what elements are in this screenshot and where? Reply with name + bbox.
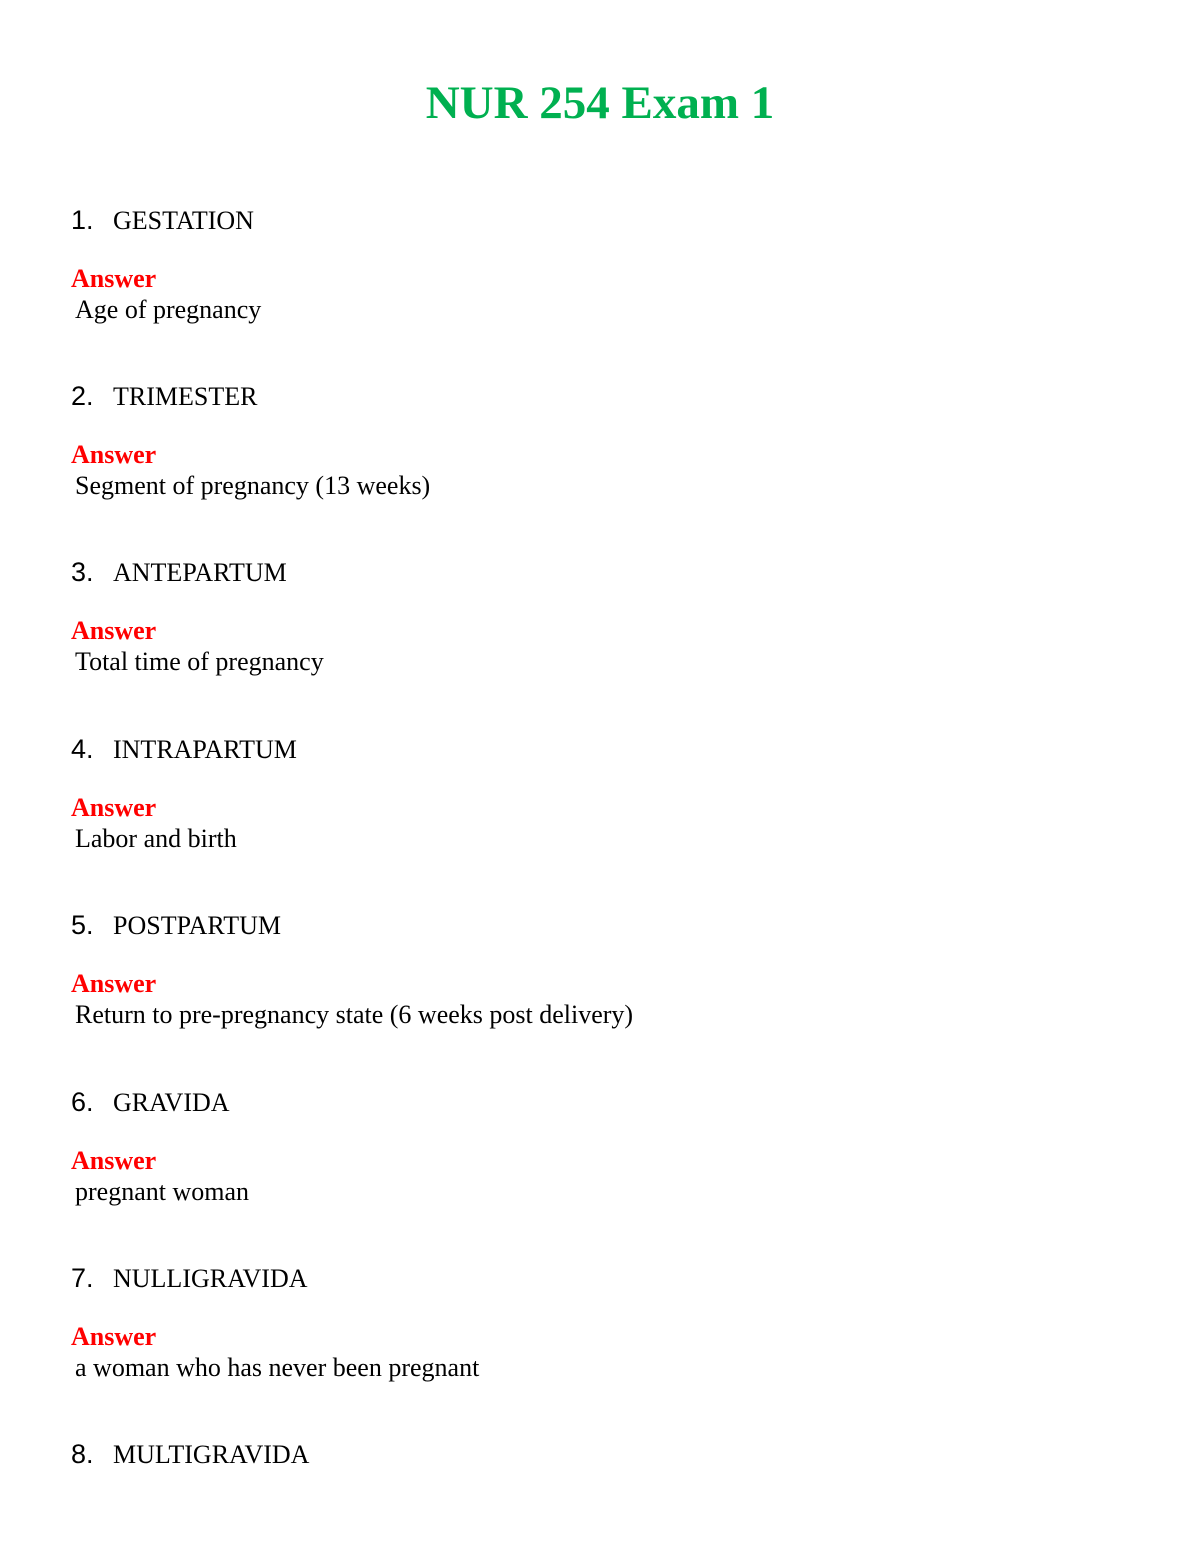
answer-text: Age of pregnancy (75, 295, 262, 324)
question-term: ANTEPARTUM (113, 558, 287, 587)
question-item (71, 1436, 1121, 1472)
page-title: NUR 254 Exam 1 (425, 77, 775, 129)
answer-text: a woman who has never been pregnant (75, 1353, 480, 1382)
answer-text: Segment of pregnancy (13 weeks) (75, 471, 431, 500)
question-term: GRAVIDA (113, 1088, 230, 1117)
question (71, 1436, 1121, 1472)
question-number: 4. (71, 734, 94, 764)
question-number: 6. (71, 1087, 94, 1117)
question-item (71, 1084, 1121, 1208)
answer-text: Return to pre-pregnancy state (6 weeks post delivery) (75, 1000, 634, 1029)
question-item (71, 731, 1121, 855)
question (71, 731, 1121, 767)
question-term: INTRAPARTUM (113, 735, 297, 764)
answer-text: pregnant woman (75, 1177, 250, 1206)
question-number: 2. (71, 381, 94, 411)
answer-label: Answer (71, 1322, 157, 1351)
question-item (71, 1260, 1121, 1384)
question-number: 5. (71, 910, 94, 940)
answer-label: Answer (71, 1146, 157, 1175)
question (71, 1084, 1121, 1120)
question-number: 8. (71, 1439, 94, 1469)
question-term: POSTPARTUM (113, 911, 281, 940)
answer-text: Labor and birth (75, 824, 237, 853)
answer-label: Answer (71, 440, 157, 469)
question-item (71, 202, 1121, 326)
answer-label: Answer (71, 793, 157, 822)
question-number: 1. (71, 205, 94, 235)
question (71, 378, 1121, 414)
answer-label: Answer (71, 969, 157, 998)
question (71, 554, 1121, 590)
question-item (71, 554, 1121, 678)
question-term: NULLIGRAVIDA (113, 1264, 308, 1293)
answer-label: Answer (71, 616, 157, 645)
question-number: 3. (71, 557, 94, 587)
question-term: TRIMESTER (113, 382, 258, 411)
question-number: 7. (71, 1263, 94, 1293)
question-item (71, 378, 1121, 502)
question (71, 907, 1121, 943)
question (71, 202, 1121, 238)
question-item (71, 907, 1121, 1031)
question-term: GESTATION (113, 206, 254, 235)
question-term: MULTIGRAVIDA (113, 1440, 310, 1469)
question (71, 1260, 1121, 1296)
answer-label: Answer (71, 264, 157, 293)
answer-text: Total time of pregnancy (75, 647, 324, 676)
